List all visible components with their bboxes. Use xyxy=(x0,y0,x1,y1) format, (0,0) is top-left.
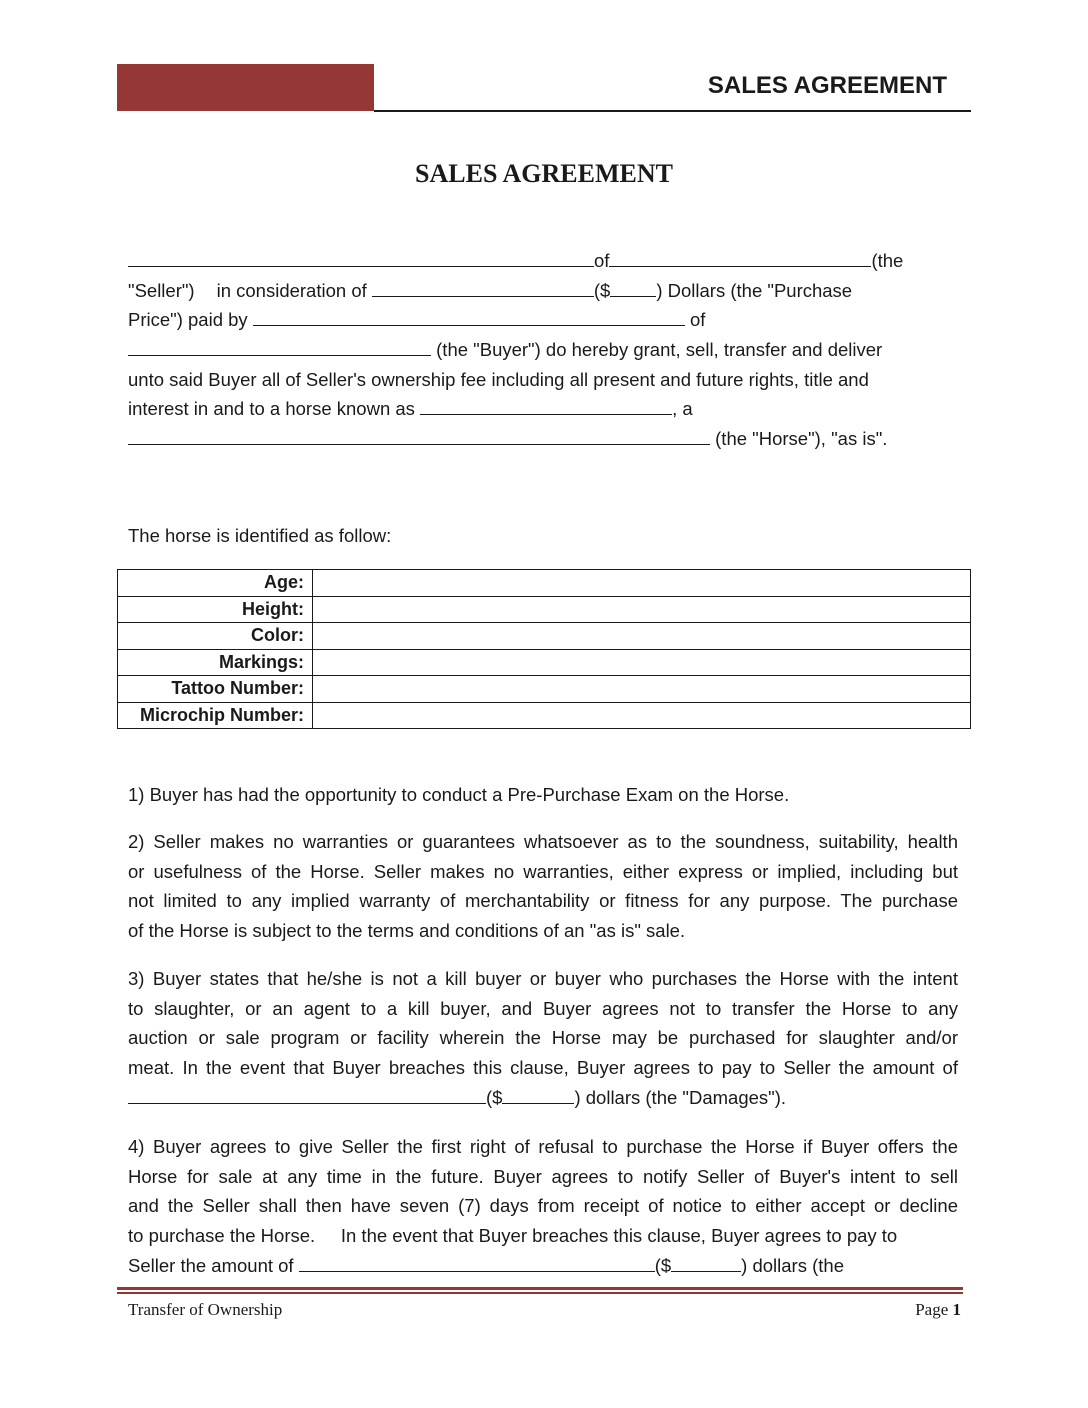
clause-2: 2) Seller makes no warranties or guarantees whatsoever as to the soundness, suitability, health or usefulness of the Horse. Seller makes no warranties, either express or implied, including but not limited to any implied warranty of merchantability or fitness for any purpose. The purchase of the Horse is subject to the terms and conditions of an "as is" sale. xyxy=(128,831,958,942)
buyer-name-blank[interactable] xyxy=(253,305,685,326)
clause-1: 1) Buyer has had the opportunity to conduct a Pre-Purchase Exam on the Horse. xyxy=(128,784,790,805)
buyer-location-blank[interactable] xyxy=(128,335,431,356)
clause-3: 3) Buyer states that he/she is not a kill buyer or buyer who purchases the Horse with the intent to slaughter, or an agent to a kill buyer, and Buyer agrees not to transfer the Horse to any auction or sale program or facility wherein the Horse may be purchased for slaughter and/or meat. In the event that Buyer breaches this clause, Buyer agrees to pay to Seller the amount of ($ ) dollars (the "Damages"). xyxy=(128,968,958,1108)
row-label-height: Height: xyxy=(118,596,313,623)
horse-id-table xyxy=(117,569,971,729)
table-row xyxy=(118,649,971,676)
footer-rule-thick xyxy=(117,1287,963,1290)
row-label-tattoo: Tattoo Number: xyxy=(118,676,313,703)
table-row xyxy=(118,676,971,703)
markings-field[interactable] xyxy=(313,649,971,676)
intro-paragraph xyxy=(128,246,958,454)
intro-line-6: interest in and to a horse known as , a xyxy=(128,394,958,424)
intro-line-1: of (the xyxy=(128,246,958,276)
intro-line-2: "Seller") in consideration of ($ ) Dollars (the "Purchase xyxy=(128,276,958,306)
intro-line-7: (the "Horse"), "as is". xyxy=(128,424,958,454)
clause-4: 4) Buyer agrees to give Seller the first right of refusal to purchase the Horse if Buyer offers the Horse for sale at any time in the future. Buyer agrees to notify Seller of Buyer's intent to sell and the Seller shall then have seven (7) days from receipt of notice to either accept or decline to purchase the Horse. In the event that Buyer breaches this clause, Buyer agrees to pay to Seller the amount of ($ ) dollars (the xyxy=(128,1136,958,1276)
header-rule xyxy=(374,110,971,112)
table-row xyxy=(118,570,971,597)
damages-words-blank[interactable] xyxy=(128,1083,486,1104)
seller-location-blank[interactable] xyxy=(609,246,871,267)
page-number: Page 1 xyxy=(915,1300,961,1319)
horse-description-blank[interactable] xyxy=(128,424,710,445)
table-row xyxy=(118,623,971,650)
intro-line-4: (the "Buyer") do hereby grant, sell, transfer and deliver xyxy=(128,335,958,365)
document-title: SALES AGREEMENT xyxy=(415,159,673,188)
row-label-color: Color: xyxy=(118,623,313,650)
tattoo-number-field[interactable] xyxy=(313,676,971,703)
horse-name-blank[interactable] xyxy=(420,394,672,415)
row-label-microchip: Microchip Number: xyxy=(118,702,313,729)
table-row xyxy=(118,702,971,729)
header-title: SALES AGREEMENT xyxy=(707,72,947,99)
row-label-age: Age: xyxy=(118,570,313,597)
intro-line-3: Price") paid by of xyxy=(128,305,958,335)
seller-name-blank[interactable] xyxy=(128,246,594,267)
damages-amount-blank[interactable] xyxy=(502,1083,574,1104)
color-field[interactable] xyxy=(313,623,971,650)
refusal-damages-words-blank[interactable] xyxy=(299,1251,655,1272)
price-amount-blank[interactable] xyxy=(610,276,656,297)
identified-label: The horse is identified as follow: xyxy=(128,525,392,546)
intro-line-5: unto said Buyer all of Seller's ownership fee including all present and future rights, title and xyxy=(128,368,869,390)
height-field[interactable] xyxy=(313,596,971,623)
age-field[interactable] xyxy=(313,570,971,597)
refusal-damages-amount-blank[interactable] xyxy=(671,1251,741,1272)
header-accent-bar xyxy=(117,64,374,111)
microchip-number-field[interactable] xyxy=(313,702,971,729)
footer-rule-thin xyxy=(117,1292,963,1294)
footer-label: Transfer of Ownership xyxy=(128,1300,283,1319)
table-row xyxy=(118,596,971,623)
price-words-blank[interactable] xyxy=(372,276,594,297)
row-label-markings: Markings: xyxy=(118,649,313,676)
